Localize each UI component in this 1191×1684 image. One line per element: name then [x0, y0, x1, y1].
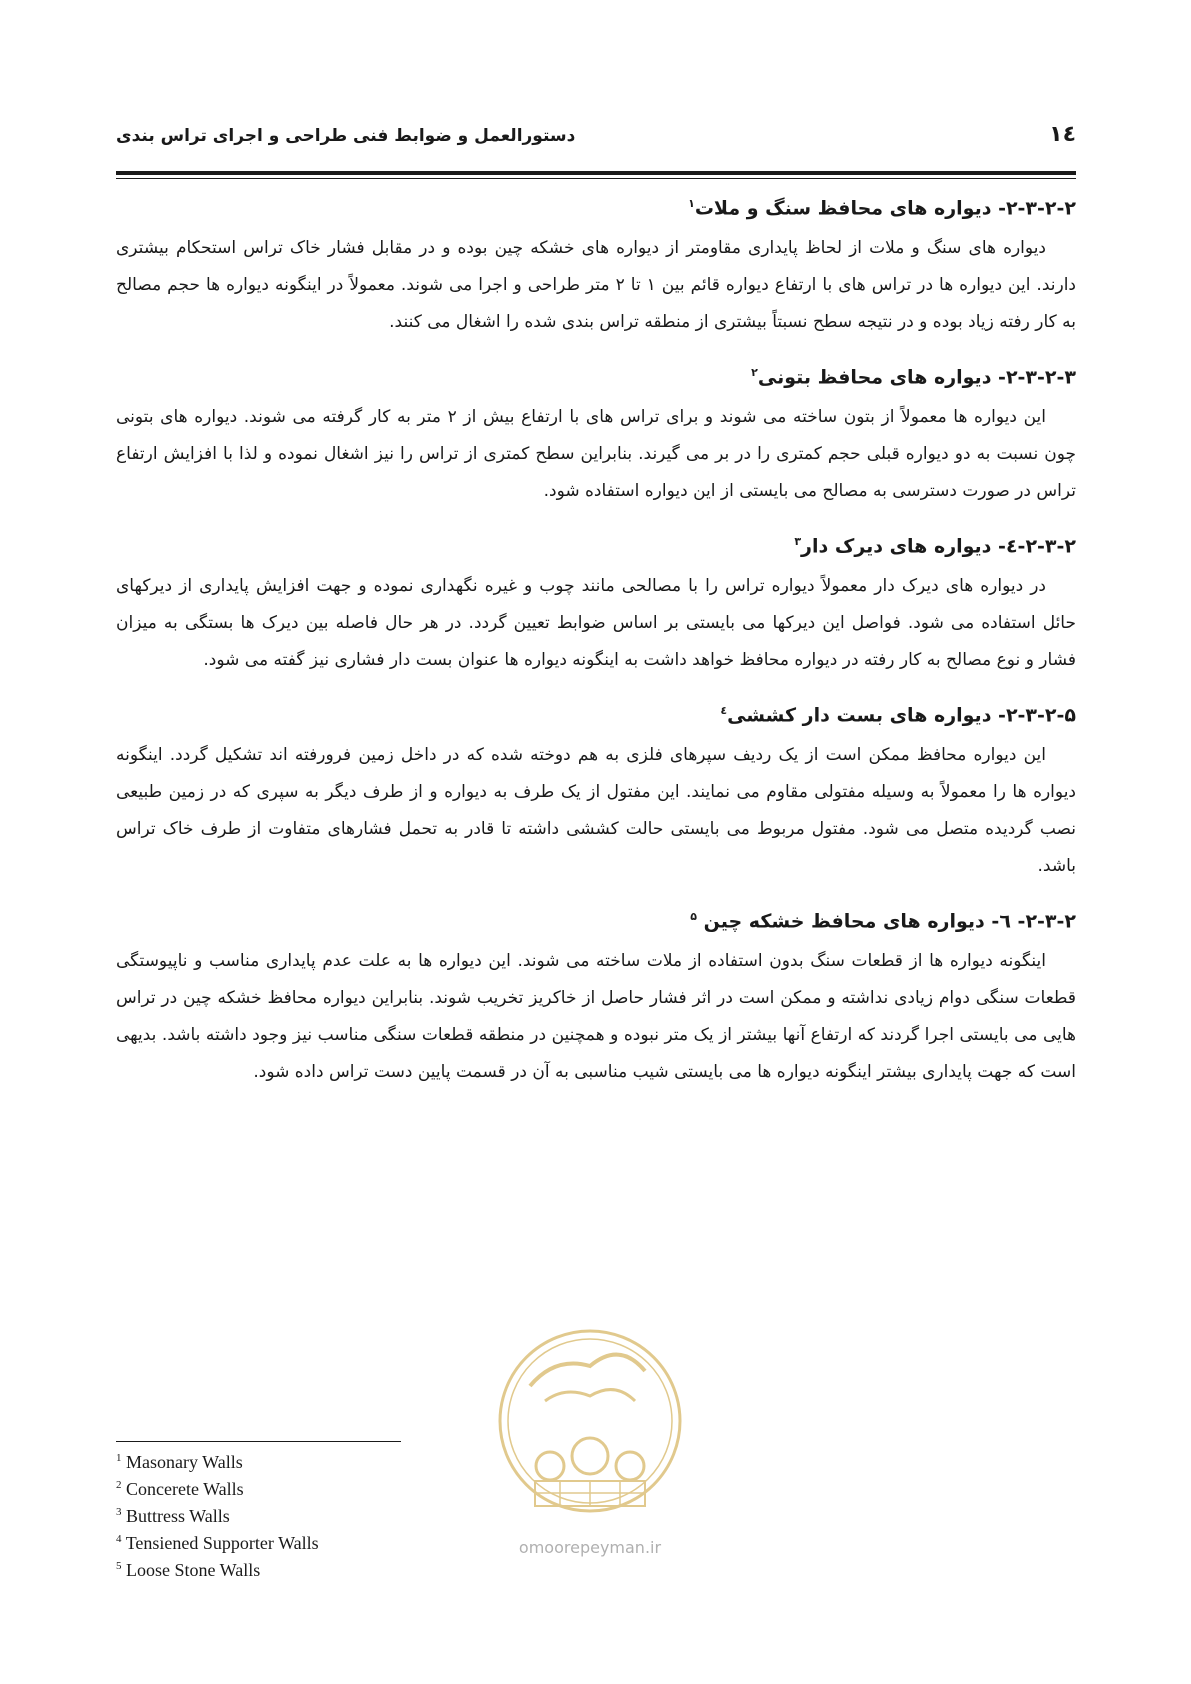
section-paragraph: در دیواره های دیرک دار معمولاً دیواره تراس را با مصالحی مانند چوب و غیره نگهداری نموده و جهت افزایش پایداری از دیرکهای حائل استفاده می شود. فواصل این دیرکها می بایستی بر اساس ضوابط تعیین گردد. در هر حال فاصله بین دیرک ها بستگی به میزان فشار و نوع مصالح به کار رفته در دیواره محافظ خواهد داشت به اینگونه دیواره ها عنوان بست دار فشاری نیز گفته می شود.: [116, 576, 1076, 670]
footnote: $^5$ Loose Stone Walls: [116, 1560, 261, 1580]
footnotes: [116, 1447, 496, 1582]
header-rule-thick: [116, 171, 1076, 175]
section-paragraph: اینگونه دیواره ها از قطعات سنگ بدون استفاده از ملات ساخته می شوند. این دیواره ها به علت عدم پایداری مناسب و ناپیوستگی قطعات سنگی دوام زیادی نداشته و ممکن است در اثر فشار حاصل از خاکریز تخریب شوند. بنابراین دیواره محافظ خشکه چین در تراس هایی می بایستی اجرا گردند که ارتفاع آنها بیشتر از یک متر نبوده و همچنین در منطقه قطعات سنگی مناسب نیز وجود داشته باشد. بدیهی است که جهت پایداری بیشتر اینگونه دیواره ها می بایستی شیب مناسبی به آن در قسمت پایین دست تراس داده شود.: [116, 951, 1076, 1082]
seal-logo-icon: [490, 1316, 690, 1566]
footnote: $^1$ Masonary Walls: [116, 1452, 243, 1472]
main-content: [116, 182, 1076, 1101]
footnote: $^4$ Tensiened Supporter Walls: [116, 1533, 319, 1553]
section-paragraph: این دیواره محافظ ممکن است از یک ردیف سپرهای فلزی به هم دوخته شده که در داخل زمین فرورفته اند تشکیل گردد. اینگونه دیواره ها را معمولاً به وسیله مفتولی مقاوم می نمایند. این مفتول از یک طرف به دیواره و از طرف دیگر به سپری که در زمین طبیعی نصب گردیده متصل می شود. مفتول مربوط می بایستی حالت کششی داشته تا قادر به تحمل فشارهای متفاوت از طرف خاک تراس باشد.: [116, 745, 1076, 876]
page-header: [116, 122, 1076, 152]
section-paragraph: دیواره های سنگ و ملات از لحاظ پایداری مقاومتر از دیواره های خشکه چین بوده و در مقابل فشار خاک تراس استحکام بیشتری دارند. این دیواره ها در تراس های با ارتفاع دیواره قائم بین ۱ تا ۲ متر طراحی و اجرا می شوند. معمولاً در اینگونه دیواره ها حجم مصالح به کار رفته زیاد بوده و در نتیجه سطح نسبتاً بیشتری از منطقه تراس بندی شده را اشغال می کنند.: [116, 238, 1076, 332]
footnote-divider: [116, 1441, 401, 1442]
footnote-ref: ۵: [690, 910, 698, 923]
footnote-ref: ۱: [688, 197, 695, 210]
page-number: ۱٤: [1049, 122, 1076, 147]
section-title: ۲-۳-۲-٤- دیواره های دیرک دار$^۳$: [794, 535, 1076, 558]
watermark: [490, 1316, 690, 1566]
header-title: دستورالعمل و ضوابط فنی طراحی و اجرای تراس بندی: [116, 126, 576, 146]
section-paragraph: این دیواره ها معمولاً از بتون ساخته می شوند و برای تراس های با ارتفاع بیش از ۲ متر به کار گرفته می شوند. دیواره های بتونی چون نسبت به دو دیواره قبلی حجم کمتری را در بر می گیرند. بنابراین سطح کمتری از تراس را نیز اشغال نموده و لذا با افزایش ارتفاع تراس در صورت دسترسی به مصالح می بایستی از این دیواره استفاده شود.: [116, 407, 1076, 501]
footnote-ref: ۲: [751, 366, 758, 379]
section-title: ۲-۳-۲-۵- دیواره های بست دار کششی$^٤$: [720, 704, 1076, 727]
section-title: ۲-۳-۲-۲- دیواره های محافظ سنگ و ملات$^۱$: [688, 197, 1076, 220]
footnote-ref: ٤: [720, 704, 728, 717]
footnote: $^2$ Concerete Walls: [116, 1479, 244, 1499]
footnote-ref: ۳: [794, 535, 802, 548]
section-title: ۲-۳-۲-۳- دیواره های محافظ بتونی$^۲$: [751, 366, 1076, 389]
footnote: $^3$ Buttress Walls: [116, 1506, 230, 1526]
watermark-site: omoorepeyman.ir: [518, 1538, 662, 1557]
header-rule-thin: [116, 178, 1076, 179]
section-title: ۲-۳-۲- ٦- دیواره های محافظ خشکه چین $^۵$: [690, 910, 1076, 933]
